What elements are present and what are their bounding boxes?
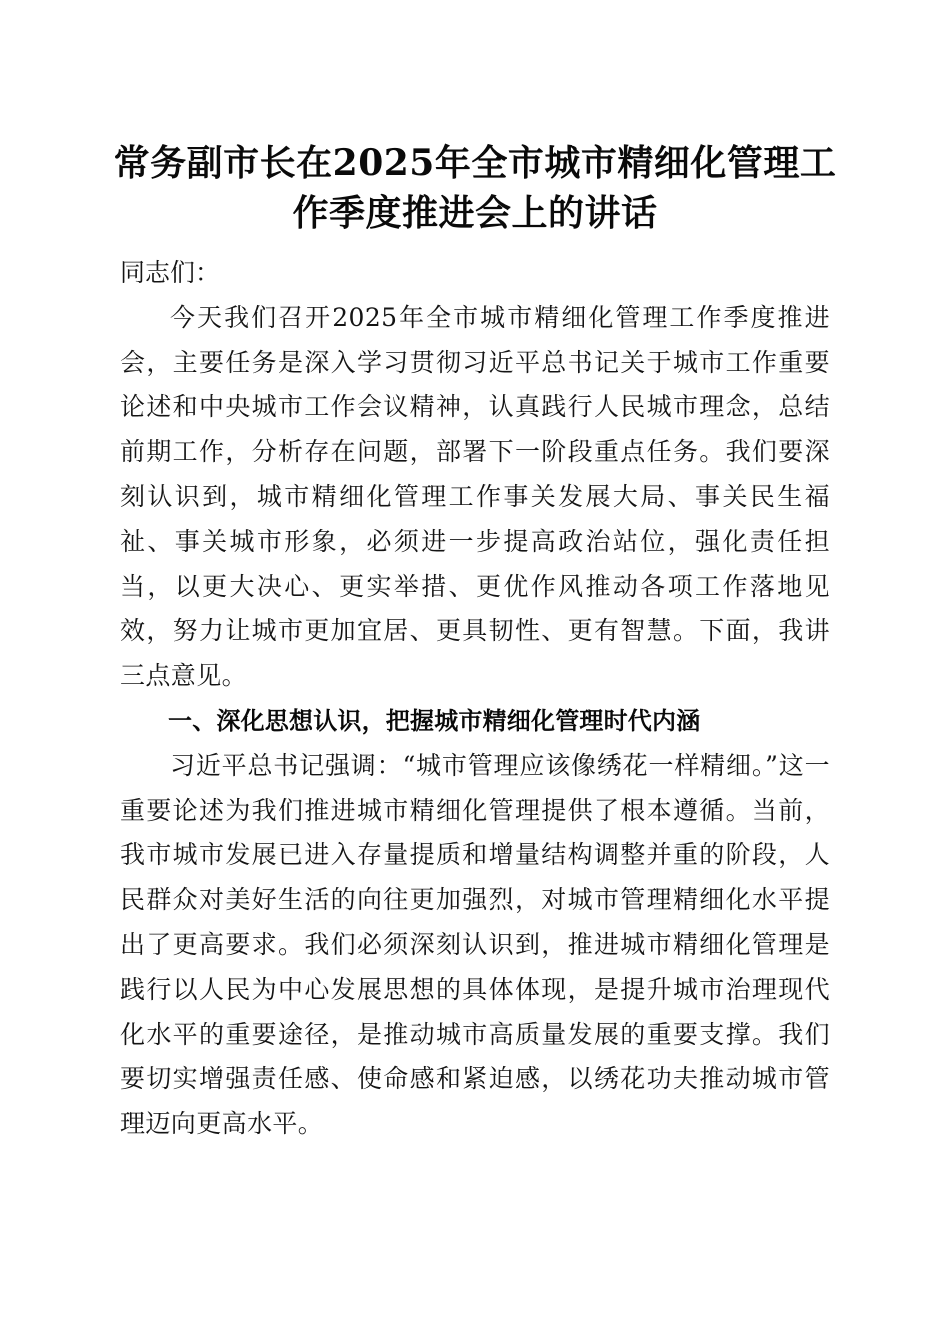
salutation: 同志们： [120, 258, 221, 287]
document-title [110, 138, 840, 238]
section-heading-1: 一、深化思想认识，把握城市精细化管理时代内涵 [168, 706, 701, 735]
paragraph-intro: 今天我们召开2025年全市城市精细化管理工作季度推进会，主要任务是深入学习贯彻习近平总书记关于城市工作重要论述和中央城市工作会议精神，认真践行人民城市理念，总结前期工作，分析存在问题，部署下一阶段重点任务。我们要深刻认识到，城市精细化管理工作事关发展大局、事关民生福祉、事关城市形象，必须进一步提高政治站位，强化责任担当，以更大决心、更实举措、更优作风推动各项工作落地见效，努力让城市更加宜居、更具韧性、更有智慧。下面，我讲三点意见。 [120, 302, 830, 691]
title-line-2: 作季度推进会上的讲话 [292, 192, 658, 234]
document-body [120, 251, 830, 1147]
title-line-1: 常务副市长在2025年全市城市精细化管理工 [113, 142, 837, 184]
paragraph-section-1: 习近平总书记强调：“城市管理应该像绣花一样精细。”这一重要论述为我们推进城市精细化管理提供了根本遵循。当前，我市城市发展已进入存量提质和增量结构调整并重的阶段，人民群众对美好生活的向往更加强烈，对城市管理精细化水平提出了更高要求。我们必须深刻认识到，推进城市精细化管理是践行以人民为中心发展思想的具体体现，是提升城市治理现代化水平的重要途径，是推动城市高质量发展的重要支撑。我们要切实增强责任感、使命感和紧迫感，以绣花功夫推动城市管理迈向更高水平。 [120, 750, 830, 1139]
